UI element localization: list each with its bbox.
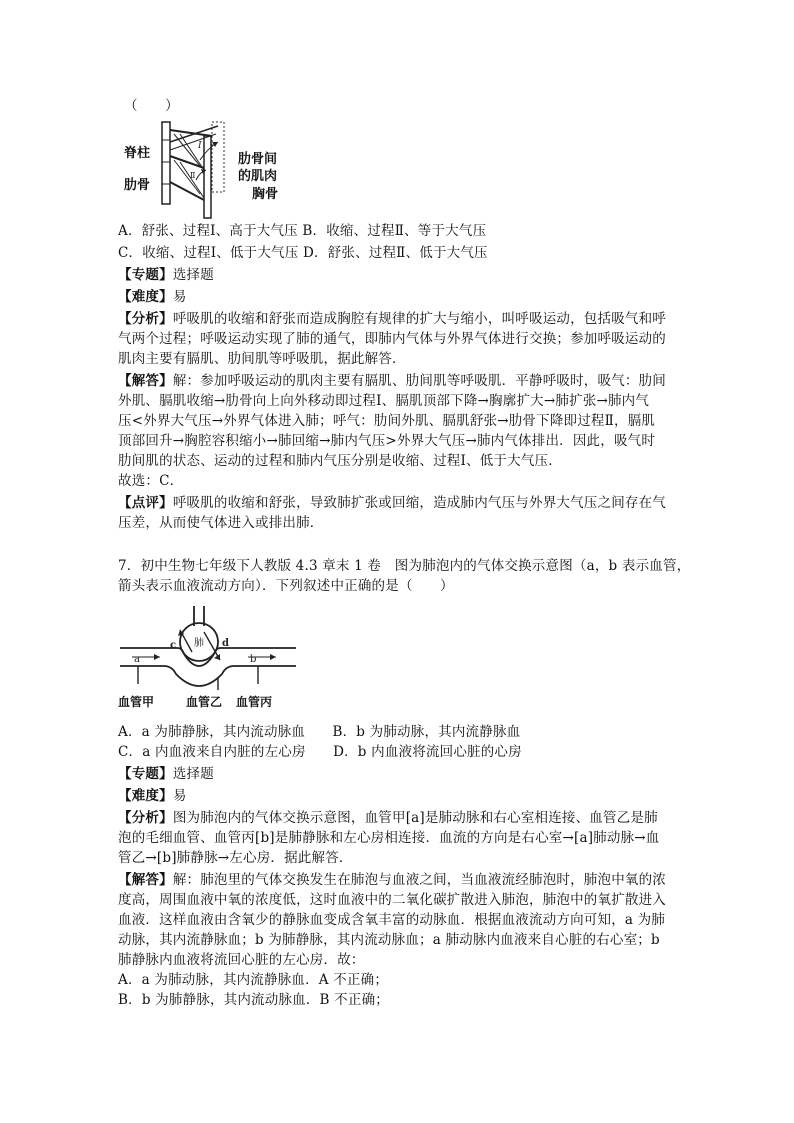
alveolus-diagram (118, 604, 298, 700)
q7-options-cd: C．a 内血液来自内脏的左心房 D．b 内血液将流回心脏的心房 (118, 744, 522, 760)
q6-analysis-2: 气两个过程；呼吸运动实现了肺的通气，即肺内气体与外界气体进行交换；参加呼吸运动的 (118, 331, 666, 347)
label-intercostal-2: 的肌肉 (238, 169, 278, 184)
answer-tag: 【解答】 (118, 373, 173, 389)
analysis-tag: 【分析】 (118, 810, 173, 826)
label-vessel-1: 血管甲 (118, 695, 155, 709)
q6-topic: 【专题】选择题 (118, 267, 214, 283)
process-label-ii: Ⅱ (190, 171, 196, 180)
q7-answer-2: 度高，周围血液中氧的浓度低，这时血液中的二氧化碳扩散进入肺泡，肺泡中的氧扩散进入 (118, 892, 666, 908)
q7-analysis-1: 【分析】图为肺泡内的气体交换示意图，血管甲[a]是肺动脉和右心室相连接、血管乙是肺 (118, 810, 658, 826)
label-spine: 脊柱 (124, 146, 151, 161)
q6-answer-3: 压<外界大气压→外界气体进入肺；呼气：肋间外肌、膈肌舒张→肋骨下降即过程Ⅱ，膈肌 (118, 413, 656, 429)
label-vessel-2: 血管乙 (186, 695, 223, 709)
q7-options-ab: A．a 为肺静脉，其内流动脉血 B．b 为肺动脉，其内流静脉血 (118, 724, 521, 740)
comment-tag: 【点评】 (118, 495, 173, 511)
q7-answer-6: A．a 为肺动脉，其内流静脉血．A 不正确； (118, 972, 389, 988)
vessel-label-a: a (134, 654, 140, 665)
q7-difficulty: 【难度】易 (118, 788, 187, 804)
q7-answer-5: 肺静脉内血液将流回心脏的左心房．故： (118, 952, 365, 968)
q6-answer-6: 故选：C． (118, 473, 184, 489)
label-intercostal-1: 肋骨间 (238, 152, 278, 167)
label-sternum: 胸骨 (252, 187, 279, 202)
topic-tag: 【专题】 (118, 267, 173, 283)
q7-answer-7: B．b 为肺静脉，其内流动脉血．B 不正确； (118, 992, 389, 1008)
topic-tag: 【专题】 (118, 766, 173, 782)
q7-stem-1: 7．初中生物七年级下人教版 4.3 章末 1 卷 图为肺泡内的气体交换示意图（a，b 表示血管， (118, 558, 691, 574)
q6-options-ab: A．舒张、过程Ⅰ、高于大气压 B．收缩、过程Ⅱ、等于大气压 (118, 223, 487, 239)
q7-answer-1: 【解答】解：肺泡里的气体交换发生在肺泡与血液之间，当血液流经肺泡时，肺泡中氧的浓 (118, 872, 667, 888)
q7-answer-3: 血液．这样血液由含氧少的静脉血变成含氧丰富的动脉血．根据血液流动方向可知，a 为肺 (118, 912, 666, 928)
q7-topic: 【专题】选择题 (118, 766, 214, 782)
q7-stem-2: 箭头表示血液流动方向）．下列叙述中正确的是（ ） (118, 578, 454, 594)
q6-comment-2: 压差，从而使气体进入或排出肺． (118, 515, 324, 531)
q6-answer-paren: （ ） (124, 98, 179, 114)
vessel-label-b: b (250, 654, 257, 665)
q7-answer-4: 动脉，其内流静脉血；b 为肺静脉，其内流动脉血；a 肺动脉内血液来自心脏的右心室；b (118, 932, 660, 948)
q6-difficulty: 【难度】易 (118, 289, 187, 305)
arrow-label-c: c (170, 640, 177, 651)
q6-answer-5: 肋间肌的状态、运动的过程和肺内气压分别是收缩、过程Ⅰ、低于大气压． (118, 453, 562, 469)
q6-answer-1: 【解答】解：参加呼吸运动的肌肉主要有膈肌、肋间肌等呼吸肌．平静呼吸时，吸气：肋间 (118, 373, 667, 389)
label-rib: 肋骨 (124, 178, 151, 193)
q6-answer-2: 外肌、膈肌收缩→肋骨向上向外移动即过程Ⅰ、膈肌顶部下降→胸廓扩大→肺扩张→肺内气 (118, 393, 650, 409)
difficulty-tag: 【难度】 (118, 289, 173, 305)
analysis-tag: 【分析】 (118, 311, 173, 327)
alveolus-label: 肺 (194, 638, 204, 649)
arrow-label-d: d (222, 638, 229, 649)
label-vessel-3: 血管丙 (236, 695, 273, 709)
q7-analysis-3: 管乙→[b]肺静脉→左心房．据此解答． (118, 850, 353, 866)
q6-analysis-1: 【分析】呼吸肌的收缩和舒张而造成胸腔有规律的扩大与缩小，叫呼吸运动，包括吸气和呼 (118, 311, 667, 327)
process-label-i: I (198, 141, 202, 151)
rib-cage-diagram (160, 120, 240, 220)
answer-tag: 【解答】 (118, 872, 173, 888)
q7-analysis-2: 泡的毛细血管、血管丙[b]是肺静脉和左心房相连接．血流的方向是右心室→[a]肺动脉→血 (118, 830, 660, 846)
q6-options-cd: C．收缩、过程Ⅰ、低于大气压 D．舒张、过程Ⅱ、低于大气压 (118, 245, 488, 261)
difficulty-tag: 【难度】 (118, 788, 173, 804)
q6-analysis-3: 肌肉主要有膈肌、肋间肌等呼吸肌，据此解答． (118, 351, 406, 367)
q6-answer-4: 顶部回升→胸腔容积缩小→肺回缩→肺内气压>外界大气压→肺内气体排出．因此，吸气时 (118, 433, 656, 449)
q6-comment-1: 【点评】呼吸肌的收缩和舒张，导致肺扩张或回缩，造成肺内气压与外界大气压之间存在气 (118, 495, 667, 511)
